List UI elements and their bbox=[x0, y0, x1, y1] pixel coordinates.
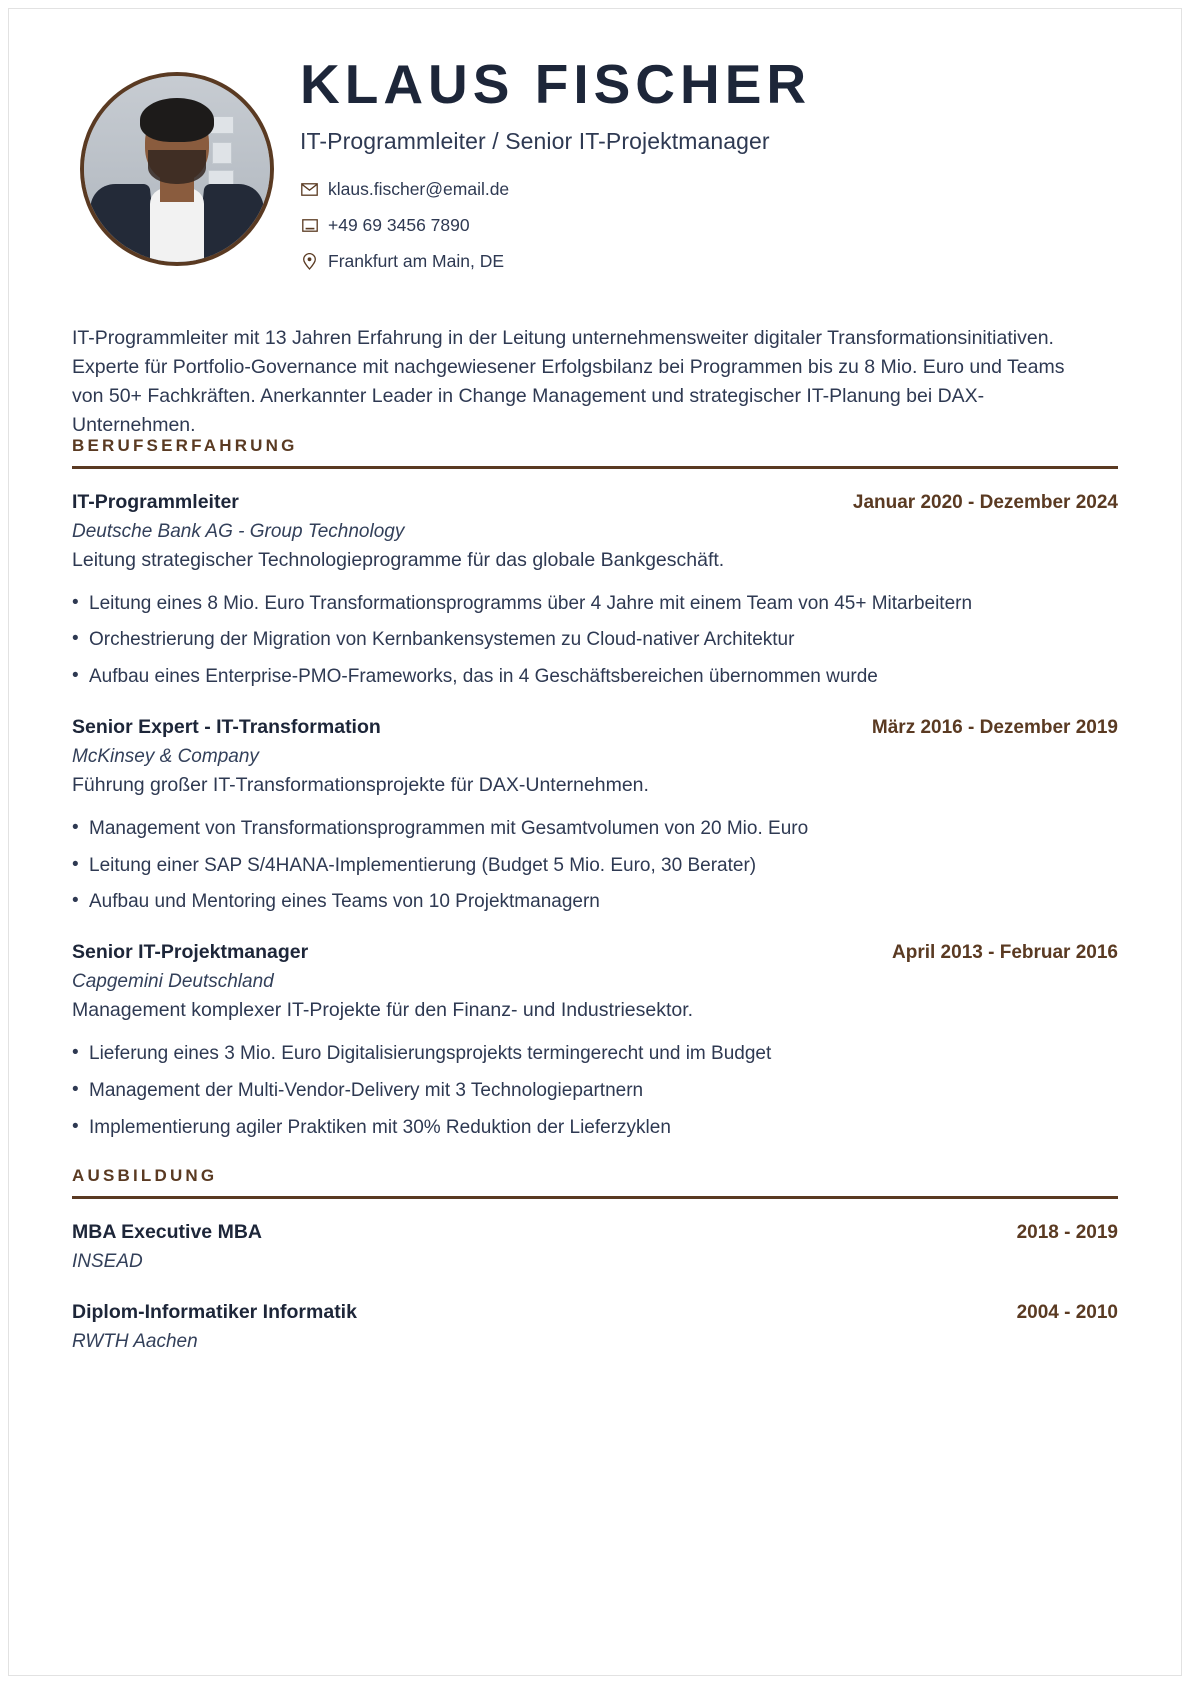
photo-jacket-left bbox=[87, 184, 158, 266]
contact-list bbox=[300, 179, 1118, 272]
phone-icon bbox=[300, 216, 319, 235]
experience-entry-header bbox=[72, 716, 1118, 739]
list-item: • Aufbau und Mentoring eines Teams von 10 Projektmanagern bbox=[72, 889, 1118, 915]
experience-date-range: Januar 2020 - Dezember 2024 bbox=[852, 491, 1118, 513]
experience-job-title: Senior Expert - IT-Transformation bbox=[72, 715, 381, 738]
experience-company: Deutsche Bank AG - Group Technology bbox=[72, 520, 405, 542]
avatar bbox=[80, 72, 274, 266]
page-title: KLAUS FISCHER bbox=[300, 53, 812, 115]
education-date-range: 2004 - 2010 bbox=[1016, 1301, 1118, 1323]
section-divider bbox=[72, 466, 1118, 469]
list-item: • Aufbau eines Enterprise-PMO-Frameworks, das in 4 Geschäftsbereichen übernommen wurde bbox=[72, 664, 1118, 690]
experience-description: Management komplexer IT-Projekte für den Finanz- und Industriesektor. bbox=[72, 998, 694, 1021]
education-institution: INSEAD bbox=[72, 1250, 143, 1272]
education-entry-header bbox=[72, 1221, 1118, 1244]
education-entry bbox=[72, 1301, 1118, 1353]
experience-company: McKinsey & Company bbox=[72, 745, 259, 767]
list-item: • Orchestrierung der Migration von Kernbankensystemen zu Cloud-nativer Architektur bbox=[72, 627, 1118, 653]
list-item: • Management der Multi-Vendor-Delivery mit 3 Technologiepartnern bbox=[72, 1078, 1118, 1104]
section-divider bbox=[72, 1196, 1118, 1199]
list-item: • Lieferung eines 3 Mio. Euro Digitalisierungsprojekts termingerecht und im Budget bbox=[72, 1041, 1118, 1067]
experience-date-range: April 2013 - Februar 2016 bbox=[892, 941, 1118, 963]
contact-email[interactable] bbox=[300, 179, 1118, 200]
professional-title: IT-Programmleiter / Senior IT-Projektmanager bbox=[300, 127, 770, 154]
experience-date-range: März 2016 - Dezember 2019 bbox=[871, 716, 1118, 738]
section-education bbox=[72, 1166, 1118, 1353]
contact-location[interactable] bbox=[300, 251, 1118, 272]
experience-bullet-list bbox=[72, 591, 1118, 690]
experience-bullet-list bbox=[72, 816, 1118, 915]
envelope-icon bbox=[300, 180, 319, 199]
experience-bullet-list bbox=[72, 1041, 1118, 1140]
contact-location-value: Frankfurt am Main, DE bbox=[328, 250, 505, 271]
experience-entry bbox=[72, 716, 1118, 915]
experience-company: Capgemini Deutschland bbox=[72, 970, 274, 992]
list-item: • Leitung eines 8 Mio. Euro Transformationsprogramms über 4 Jahre mit einem Team von 45+ Mitarbeitern bbox=[72, 591, 1118, 617]
experience-job-title: IT-Programmleiter bbox=[72, 490, 239, 513]
section-heading-education: AUSBILDUNG bbox=[72, 1166, 218, 1186]
list-item: • Implementierung agiler Praktiken mit 30% Reduktion der Lieferzyklen bbox=[72, 1115, 1118, 1141]
photo-jacket-right bbox=[195, 184, 266, 266]
experience-entry bbox=[72, 491, 1118, 690]
experience-entry-header bbox=[72, 941, 1118, 964]
contact-email-value: klaus.fischer@email.de bbox=[328, 178, 510, 199]
section-heading-experience: BERUFSERFAHRUNG bbox=[72, 436, 298, 455]
list-item: • Leitung einer SAP S/4HANA-Implementierung (Budget 5 Mio. Euro, 30 Berater) bbox=[72, 853, 1118, 879]
avatar-image bbox=[84, 76, 270, 262]
experience-entry-header bbox=[72, 491, 1118, 514]
photo-hair bbox=[140, 98, 214, 142]
experience-description: Leitung strategischer Technologieprogramme für das globale Bankgeschäft. bbox=[72, 548, 725, 571]
education-entry bbox=[72, 1221, 1118, 1273]
photo-background-shape bbox=[212, 142, 232, 164]
education-date-range: 2018 - 2019 bbox=[1016, 1221, 1118, 1243]
education-institution: RWTH Aachen bbox=[72, 1330, 198, 1352]
resume-header bbox=[72, 53, 1118, 436]
contact-phone[interactable] bbox=[300, 215, 1118, 236]
photo-beard bbox=[148, 150, 206, 184]
header-text-block bbox=[300, 53, 1118, 272]
section-experience bbox=[72, 436, 1118, 1140]
experience-job-title: Senior IT-Projektmanager bbox=[72, 940, 309, 963]
education-degree: Diplom-Informatiker Informatik bbox=[72, 1300, 357, 1323]
education-degree: MBA Executive MBA bbox=[72, 1220, 262, 1243]
contact-phone-value: +49 69 3456 7890 bbox=[328, 214, 470, 235]
education-entry-header bbox=[72, 1301, 1118, 1324]
list-item: • Management von Transformationsprogrammen mit Gesamtvolumen von 20 Mio. Euro bbox=[72, 816, 1118, 842]
professional-summary: IT-Programmleiter mit 13 Jahren Erfahrung in der Leitung unternehmensweiter digitaler Transformationsinitiativen. Experte für Portfolio-Governance mit nachgewiesener Erfolgsbilanz bei Programmen bis zu 8 Mio. Euro und Teams von 50+ Fachkräften. Anerkannter Leader in Change Management und strategischer IT-Planung bei DAX-Unternehmen. bbox=[72, 327, 1065, 436]
location-pin-icon bbox=[300, 252, 319, 271]
resume-content bbox=[72, 30, 1118, 1381]
experience-description: Führung großer IT-Transformationsprojekte für DAX-Unternehmen. bbox=[72, 773, 649, 796]
experience-entry bbox=[72, 941, 1118, 1140]
